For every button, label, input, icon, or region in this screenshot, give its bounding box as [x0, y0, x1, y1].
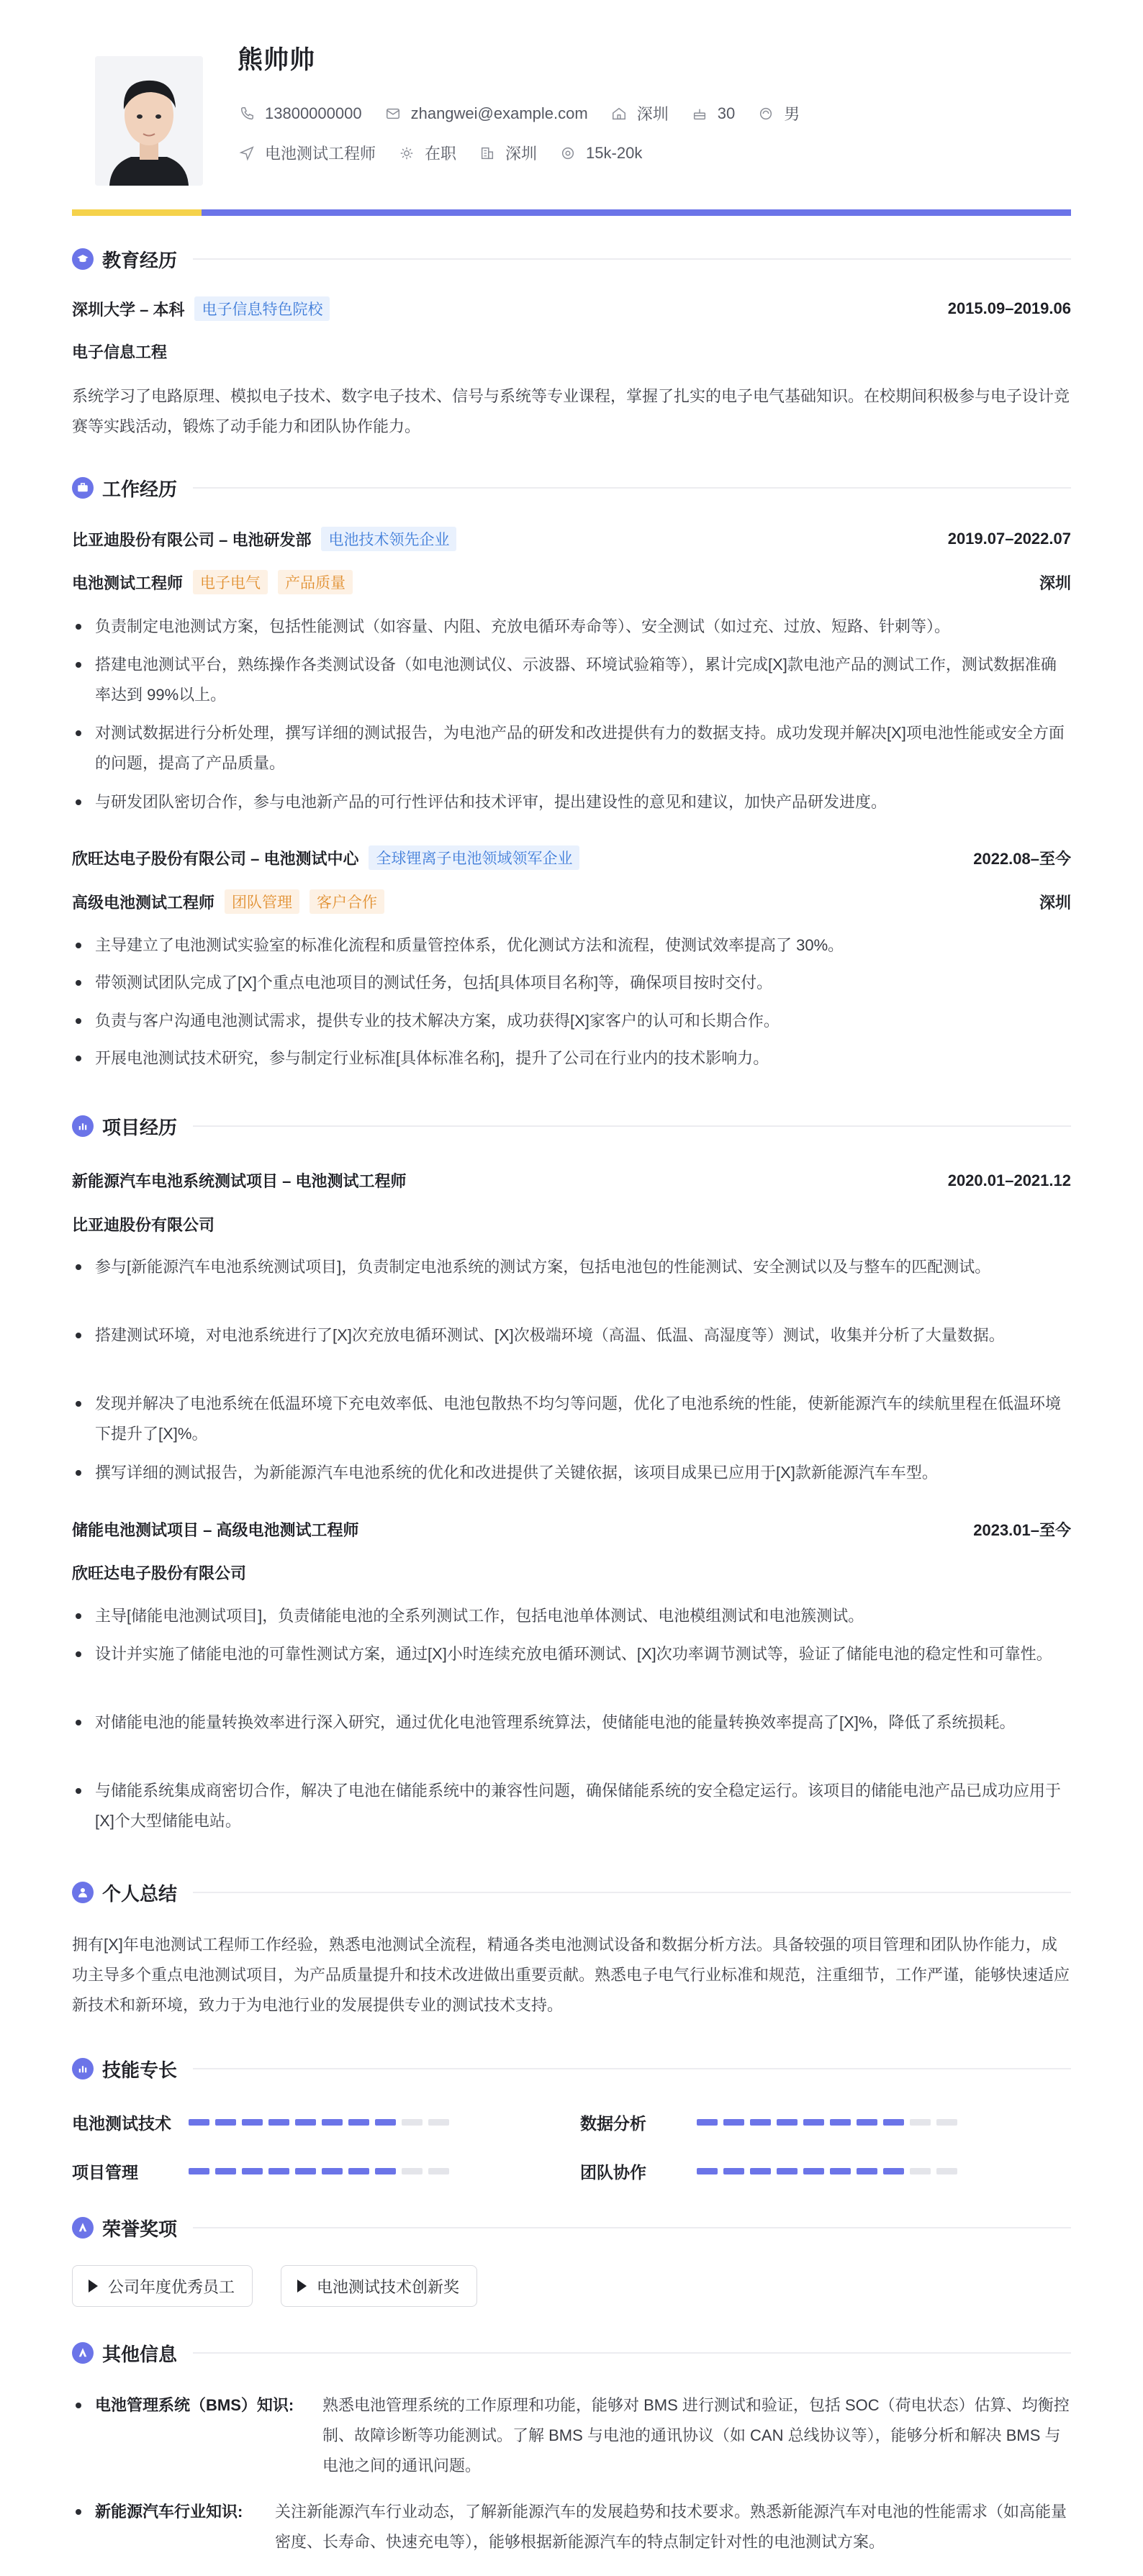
job-period: 2019.07–2022.07: [947, 530, 1071, 548]
job-city: 深圳: [1039, 573, 1071, 592]
skill-level-segment: [883, 2119, 904, 2126]
list-item: 发现并解决了电池系统在低温环境下充电效率低、电池包散热不均匀等问题，优化了电池系统的性能，使新能源汽车的续航里程在低温环境下提升了[X]%。: [72, 1389, 1071, 1449]
list-item: 与研发团队密切合作，参与电池新产品的可行性评估和技术评审，提出建设性的意见和建议，加快产品研发进度。: [72, 787, 1071, 817]
other-label: 新能源汽车行业知识:: [95, 2503, 243, 2521]
skill-level-segment: [268, 2119, 289, 2126]
list-item: 撰写详细的测试报告，为新能源汽车电池系统的优化和改进提供了关键依据，该项目成果已应用于[X]款新能源汽车车型。: [72, 1458, 1071, 1488]
skill-level-segment: [215, 2119, 236, 2126]
section-divider: [193, 1125, 1071, 1127]
skill-level-segment: [375, 2119, 396, 2126]
project-2-company: [72, 1561, 1071, 1584]
work-city-item: [478, 142, 537, 164]
list-item: 搭建测试环境，对电池系统进行了[X]次充放电循环测试、[X]次极端环境（高温、低温、高湿度等）测试，收集并分析了大量数据。: [72, 1320, 1071, 1351]
email-item: [384, 104, 588, 123]
section-divider: [193, 1892, 1071, 1893]
skill-level-segment: [910, 2168, 931, 2174]
skill-level-segment: [242, 2168, 263, 2174]
section-divider: [193, 258, 1071, 260]
skill-level-segment: [723, 2119, 744, 2126]
coin-icon: [559, 144, 577, 163]
skill-level-segment: [803, 2168, 824, 2174]
section-title: 工作经历: [102, 478, 178, 500]
school-tag: 电子信息特色院校: [194, 296, 330, 321]
education-description: 系统学习了电路原理、模拟电子技术、数字电子技术、信号与系统等专业课程，掌握了扎实的电子电气基础知识。在校期间积极参与电子设计竞赛等实践活动，锻炼了动手能力和团队协作能力。: [72, 387, 1070, 435]
job-1-role: [72, 570, 1071, 594]
send-icon: [238, 144, 256, 163]
section-divider: [193, 2068, 1071, 2069]
status-item: [397, 142, 456, 164]
role-tag: 客户合作: [310, 889, 384, 914]
company-tag: 电池技术领先企业: [321, 527, 456, 551]
summary-heading: [72, 1878, 1071, 1907]
job-1-header: [72, 527, 1071, 551]
skill-item: [72, 2159, 455, 2183]
job-company: 比亚迪股份有限公司 – 电池研发部: [72, 530, 312, 549]
status-text: 在职: [425, 145, 457, 163]
list-item: 对测试数据进行分析处理，撰写详细的测试报告，为电池产品的研发和改进提供有力的数据支持。成功发现并解决[X]项电池性能或安全方面的问题，提高了产品质量。: [72, 718, 1071, 779]
skill-item: [580, 2159, 963, 2183]
major-row: [72, 340, 1071, 363]
mail-icon: [384, 104, 402, 123]
phone-text: 13800000000: [265, 104, 362, 122]
job-intent-row: [238, 142, 664, 164]
header-divider: [72, 209, 1071, 216]
home-icon: [610, 104, 628, 123]
other-label: 电池管理系统（BMS）知识:: [95, 2396, 294, 2414]
job-city: 深圳: [1039, 893, 1071, 912]
award-label: 公司年度优秀员工: [108, 2277, 235, 2296]
skill-level-segment: [268, 2168, 289, 2174]
skill-level-segment: [723, 2168, 744, 2174]
list-item: [72, 2390, 1071, 2481]
skill-level-segment: [803, 2119, 824, 2126]
skill-level-segment: [189, 2119, 209, 2126]
skill-level-segment: [322, 2119, 343, 2126]
project-name: 新能源汽车电池系统测试项目 – 电池测试工程师: [72, 1172, 407, 1190]
list-item: 开展电池测试技术研究，参与制定行业标准[具体标准名称]，提升了公司在行业内的技术影响力。: [72, 1043, 1071, 1074]
list-item: [72, 2497, 1071, 2557]
skill-level-segment: [777, 2119, 798, 2126]
education-row: [72, 296, 1071, 321]
other-heading: [72, 2339, 1071, 2367]
briefcase-icon: [72, 477, 94, 499]
graduation-cap-icon: [72, 248, 94, 270]
section-title: 教育经历: [102, 249, 178, 271]
skill-level-segment: [428, 2168, 449, 2174]
job-role: 高级电池测试工程师: [72, 893, 215, 912]
section-title: 荣誉奖项: [102, 2218, 178, 2240]
project-period: 2023.01–至今: [973, 1521, 1071, 1539]
salary-text: 15k-20k: [586, 143, 643, 162]
skill-level-segment: [910, 2119, 931, 2126]
skill-level-segment: [857, 2119, 877, 2126]
triangle-icon: [297, 2280, 307, 2292]
skill-level-segment: [402, 2119, 423, 2126]
avatar: [95, 56, 203, 186]
skill-name: 项目管理: [72, 2163, 138, 2182]
role-tag: 产品质量: [278, 570, 353, 594]
job-period: 2022.08–至今: [973, 849, 1071, 868]
skill-item: [580, 2110, 963, 2134]
major-name: 电子信息工程: [72, 343, 168, 361]
award-item: [281, 2265, 477, 2307]
skill-level-segment: [697, 2119, 718, 2126]
job-2-role: [72, 889, 1071, 914]
skill-name: 数据分析: [580, 2114, 646, 2133]
cake-icon: [690, 104, 709, 123]
skill-level-segment: [322, 2168, 343, 2174]
education-period: 2015.09–2019.06: [947, 299, 1071, 317]
gender-icon: [756, 104, 775, 123]
education-heading: [72, 245, 1071, 273]
skill-level-segment: [348, 2119, 369, 2126]
skill-level-segment: [830, 2168, 851, 2174]
triangle-icon: [89, 2280, 98, 2292]
list-item: 与储能系统集成商密切合作，解决了电池在储能系统中的兼容性问题，确保储能系统的安全稳定运行。该项目的储能电池产品已成功应用于[X]个大型储能电站。: [72, 1776, 1071, 1836]
list-item: 搭建电池测试平台，熟练操作各类测试设备（如电池测试仪、示波器、环境试验箱等），累计完成[X]款电池产品的测试工作，测试数据准确率达到 99%以上。: [72, 650, 1071, 710]
award-icon: [72, 2342, 94, 2364]
school-name: 深圳大学 – 本科: [72, 300, 185, 319]
skill-level-segment: [375, 2168, 396, 2174]
award-label: 电池测试技术创新奖: [317, 2277, 460, 2296]
phone-icon: [238, 104, 256, 123]
section-divider: [193, 2352, 1071, 2354]
project-company: 比亚迪股份有限公司: [72, 1216, 215, 1234]
bar-chart-icon: [72, 1115, 94, 1137]
skill-level-segment: [402, 2168, 423, 2174]
company-tag: 全球锂离子电池领域领军企业: [369, 845, 579, 870]
project-1-company: [72, 1213, 1071, 1235]
skill-level-segment: [883, 2168, 904, 2174]
skill-level-segment: [750, 2168, 771, 2174]
header-divider-accent: [72, 209, 202, 216]
building-icon: [478, 144, 497, 163]
skill-level-segment: [830, 2119, 851, 2126]
city-item: [610, 102, 669, 124]
skill-name: 团队协作: [580, 2163, 646, 2182]
skill-level-bar: [189, 2168, 455, 2174]
section-title: 个人总结: [102, 1882, 178, 1905]
project-1-header: [72, 1169, 1071, 1192]
skill-level-segment: [936, 2168, 957, 2174]
list-item: 负责制定电池测试方案，包括性能测试（如容量、内阻、充放电循环寿命等）、安全测试（如过充、过放、短路、针刺等）。: [72, 612, 1071, 642]
skill-level-segment: [189, 2168, 209, 2174]
job-2-header: [72, 845, 1071, 870]
section-title: 其他信息: [102, 2343, 178, 2365]
skill-level-segment: [348, 2168, 369, 2174]
section-title: 技能专长: [102, 2059, 178, 2081]
skill-name: 电池测试技术: [72, 2114, 171, 2133]
award-icon: [72, 2217, 94, 2239]
skill-level-segment: [750, 2119, 771, 2126]
skill-item: [72, 2110, 455, 2134]
work-heading: [72, 473, 1071, 502]
project-period: 2020.01–2021.12: [947, 1171, 1071, 1189]
skill-level-segment: [295, 2168, 316, 2174]
list-item: 参与[新能源汽车电池系统测试项目]，负责制定电池系统的测试方案，包括电池包的性能测试、安全测试以及与整车的匹配测试。: [72, 1252, 1071, 1282]
skill-level-segment: [215, 2168, 236, 2174]
section-title: 项目经历: [102, 1116, 178, 1138]
project-company: 欣旺达电子股份有限公司: [72, 1564, 247, 1582]
award-item: [72, 2265, 253, 2307]
skill-level-bar: [697, 2168, 963, 2174]
salary-item: [559, 144, 642, 163]
contact-row: [238, 102, 821, 124]
skill-level-bar: [697, 2119, 963, 2126]
age-item: [690, 104, 735, 123]
section-divider: [193, 2227, 1071, 2228]
list-item: 负责与客户沟通电池测试需求，提供专业的技术解决方案，成功获得[X]家客户的认可和长期合作。: [72, 1006, 1071, 1036]
list-item: 对储能电池的能量转换效率进行深入研究，通过优化电池管理系统算法，使储能电池的能量转换效率提高了[X]%，降低了系统损耗。: [72, 1707, 1071, 1738]
skill-level-segment: [777, 2168, 798, 2174]
position-item: [238, 142, 376, 164]
gender-text: 男: [784, 105, 800, 123]
gender-item: [756, 102, 800, 124]
skill-level-segment: [242, 2119, 263, 2126]
projects-heading: [72, 1112, 1071, 1140]
other-text: 关注新能源汽车行业动态，了解新能源汽车的发展趋势和技术要求。熟悉新能源汽车对电池的性能需求（如高能量密度、长寿命、快速充电等），能够根据新能源汽车的特点制定针对性的电池测试方案。: [275, 2503, 1067, 2551]
email-text: zhangwei@example.com: [410, 104, 588, 122]
candidate-name: 熊帅帅: [238, 46, 316, 74]
city-text: 深圳: [636, 105, 669, 123]
project-2-header: [72, 1518, 1071, 1541]
job-role: 电池测试工程师: [72, 573, 184, 592]
project-name: 储能电池测试项目 – 高级电池测试工程师: [72, 1521, 359, 1539]
job-company: 欣旺达电子股份有限公司 – 电池测试中心: [72, 849, 359, 868]
awards-heading: [72, 2213, 1071, 2242]
user-icon: [72, 1882, 94, 1903]
list-item: 带领测试团队完成了[X]个重点电池项目的测试任务，包括[具体项目名称]等，确保项目按时交付。: [72, 968, 1071, 998]
skills-heading: [72, 2054, 1071, 2083]
position-text: 电池测试工程师: [265, 145, 376, 163]
bar-chart-icon: [72, 2058, 94, 2080]
role-tag: 电子电气: [193, 570, 268, 594]
work-city-text: 深圳: [505, 145, 538, 163]
skill-level-segment: [295, 2119, 316, 2126]
skill-level-bar: [189, 2119, 455, 2126]
phone-item: [238, 104, 362, 123]
gear-icon: [397, 144, 416, 163]
other-text: 熟悉电池管理系统的工作原理和功能，能够对 BMS 进行测试和验证，包括 SOC（荷电状态）估算、均衡控制、故障诊断等功能测试。了解 BMS 与电池的通讯协议（如 CAN 总线协议等），能够分析和解决 BMS 与电池之间的通讯问题。: [322, 2396, 1070, 2475]
age-text: 30: [717, 104, 736, 122]
list-item: 设计并实施了储能电池的可靠性测试方案，通过[X]小时连续充放电循环测试、[X]次功率调节测试等，验证了储能电池的稳定性和可靠性。: [72, 1639, 1071, 1669]
role-tag: 团队管理: [225, 889, 299, 914]
list-item: 主导[储能电池测试项目]，负责储能电池的全系列测试工作，包括电池单体测试、电池模组测试和电池簇测试。: [72, 1601, 1071, 1631]
list-item: 主导建立了电池测试实验室的标准化流程和质量管控体系，优化测试方法和流程，使测试效率提高了 30%。: [72, 930, 1071, 961]
skill-level-segment: [936, 2119, 957, 2126]
summary-text: 拥有[X]年电池测试工程师工作经验，熟悉电池测试全流程，精通各类电池测试设备和数据分析方法。具备较强的项目管理和团队协作能力，成功主导多个重点电池测试项目，为产品质量提升和技术改进做出重要贡献。熟悉电子电气行业标准和规范，注重细节，工作严谨，能够快速适应新技术和新环境，致力于为电池行业的发展提供专业的测试技术支持。: [72, 1936, 1070, 2014]
skill-level-segment: [697, 2168, 718, 2174]
skill-level-segment: [857, 2168, 877, 2174]
skill-level-segment: [428, 2119, 449, 2126]
section-divider: [193, 487, 1071, 489]
